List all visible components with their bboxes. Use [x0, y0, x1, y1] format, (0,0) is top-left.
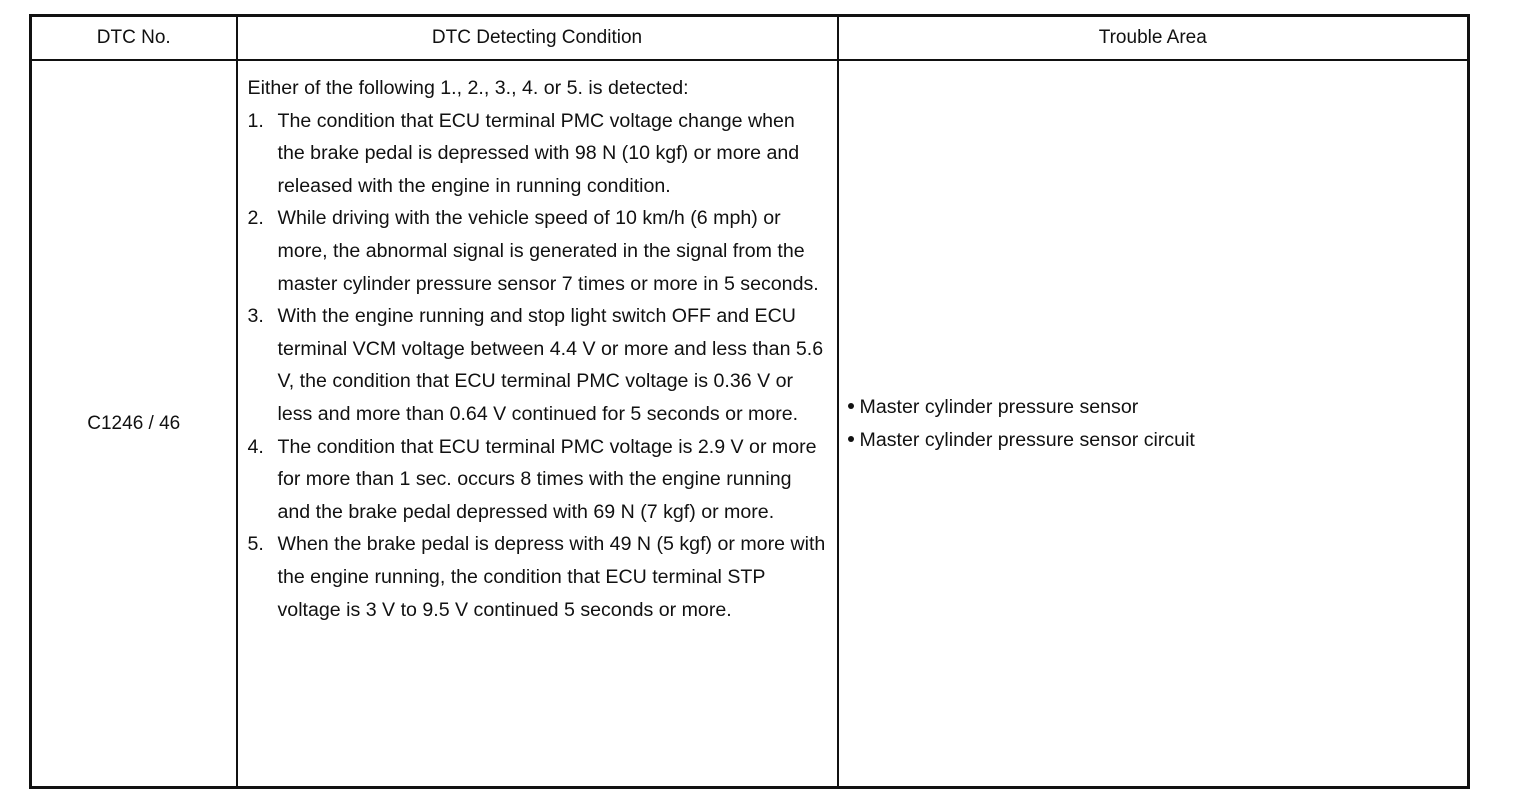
condition-number: 5. [247, 533, 264, 556]
condition-text: With the engine running and stop light switch OFF and ECU terminal VCM voltage between 4.4 V or more and less than 5.6 V, the condition that ECU terminal PMC voltage is 0.36 V or less and more than 0.64 V continued for 5 seconds or more. [277, 305, 824, 425]
dtc-table [29, 14, 1470, 789]
list-item [848, 391, 1468, 424]
trouble-area-text: Master cylinder pressure sensor [859, 395, 1139, 418]
header-trouble-area: Trouble Area [838, 16, 1469, 61]
condition-text: The condition that ECU terminal PMC voltage is 2.9 V or more for more than 1 sec. occurs 8 times with the engine running and the brake pedal depressed with 69 N (7 kgf) or more. [277, 435, 817, 523]
condition-text: While driving with the vehicle speed of 10 km/h (6 mph) or more, the abnormal signal is generated in the signal from the master cylinder pressure sensor 7 times or more in 5 seconds. [277, 207, 819, 295]
bullet-icon [848, 436, 854, 442]
trouble-area-list [848, 391, 1468, 456]
header-row [31, 16, 1469, 61]
condition-item-3 [248, 300, 827, 430]
trouble-area-text: Master cylinder pressure sensor circuit [859, 428, 1195, 451]
condition-item-5 [248, 528, 827, 626]
list-item [848, 424, 1468, 457]
condition-text: When the brake pedal is depress with 49 N (5 kgf) or more with the engine running, the condition that ECU terminal STP voltage is 3 V to 9.5 V continued 5 seconds or more. [277, 533, 826, 621]
condition-item-4 [248, 431, 827, 529]
condition-number: 4. [247, 435, 264, 458]
table-row [31, 60, 1469, 788]
detecting-condition-cell [237, 60, 838, 788]
condition-text: The condition that ECU terminal PMC voltage change when the brake pedal is depressed with 98 N (10 kgf) or more and released with the engine in running condition. [277, 109, 800, 197]
dtc-code: C1246 / 46 [87, 412, 181, 434]
condition-item-2 [248, 202, 827, 300]
condition-intro: Either of the following 1., 2., 3., 4. or 5. is detected: [247, 77, 689, 99]
dtc-code-cell [31, 60, 237, 788]
bullet-icon [848, 403, 854, 409]
condition-item-1 [248, 105, 827, 203]
condition-list [248, 105, 827, 627]
header-dtc-no: DTC No. [31, 16, 237, 61]
condition-number: 1. [247, 109, 264, 132]
trouble-area-cell [838, 60, 1469, 788]
condition-number: 2. [247, 207, 264, 230]
condition-number: 3. [247, 305, 264, 328]
header-detecting-condition: DTC Detecting Condition [237, 16, 838, 61]
